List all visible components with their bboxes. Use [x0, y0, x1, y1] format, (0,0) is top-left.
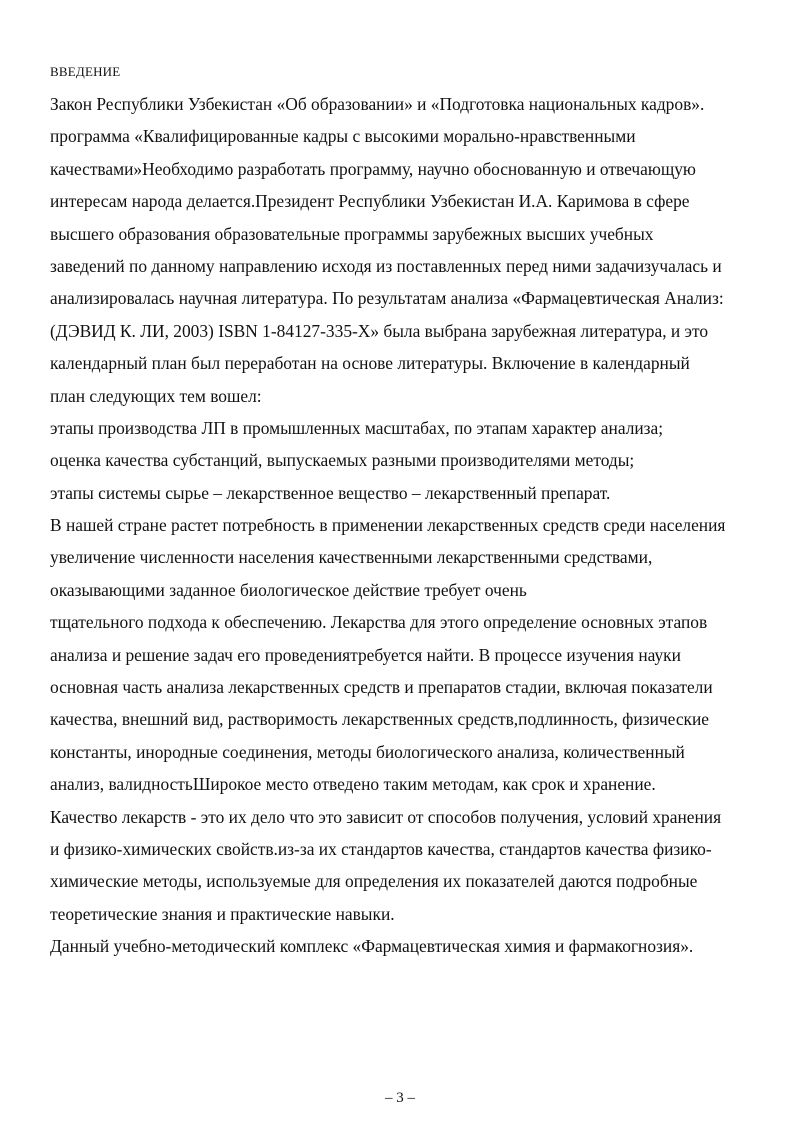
text-line: анализа и решение задач его проведениятребуется найти. В процессе изучения науки — [50, 644, 681, 665]
text-line: Закон Республики Узбекистан «Об образовании» и «Подготовка национальных кадров». — [50, 94, 705, 114]
text-line: качествами»Необходимо разработать программу, научно обоснованную и отвечающую — [50, 158, 696, 179]
text-line: Данный учебно-методический комплекс «Фармацевтическая химия и фармакогнозия». — [50, 936, 694, 957]
section-heading: ВВЕДЕНИЕ — [50, 64, 121, 79]
text-line: анализировалась научная литература. По результатам анализа «Фармацевтическая Анализ: — [50, 288, 724, 309]
text-line: качества, внешний вид, растворимость лекарственных средств,подлинность, физические — [50, 709, 710, 730]
text-line: теоретические знания и практические навыки. — [50, 903, 395, 924]
text-line: план следующих тем вошел: — [50, 385, 262, 406]
text-line: (ДЭВИД К. ЛИ, 2003) ISBN 1-84127-335-X» была выбрана зарубежная литература, и это — [50, 320, 709, 341]
text-line: заведений по данному направлению исходя из поставленных перед ними задачизучалась и — [50, 255, 722, 276]
text-line: Качество лекарств - это их дело что это зависит от способов получения, условий хранения — [50, 806, 722, 827]
text-line: увеличение численности населения качественными лекарственными средствами, — [50, 547, 653, 568]
body-text — [50, 88, 780, 963]
page-number: – 3 – — [385, 1090, 415, 1106]
text-line: основная часть анализа лекарственных средств и препаратов стадии, включая показатели — [50, 677, 713, 698]
text-line: этапы производства ЛП в промышленных масштабах, по этапам характер анализа; — [50, 417, 664, 438]
text-line: высшего образования образовательные программы зарубежных высших учебных — [50, 223, 654, 244]
text-line: календарный план был переработан на основе литературы. Включение в календарный — [50, 353, 690, 374]
text-line: константы, инородные соединения, методы биологического анализа, количественный — [50, 741, 685, 762]
text-line: интересам народа делается.Президент Республики Узбекистан И.А. Каримова в сфере — [50, 191, 690, 212]
text-line: оказывающими заданное биологическое действие требует очень — [50, 579, 527, 600]
text-line: этапы системы сырье – лекарственное вещество – лекарственный препарат. — [50, 482, 611, 503]
text-line: оценка качества субстанций, выпускаемых разными производителями методы; — [50, 450, 635, 471]
text-line: тщательного подхода к обеспечению. Лекарства для этого определение основных этапов — [50, 612, 708, 633]
text-line: анализ, валидностьШирокое место отведено таким методам, как срок и хранение. — [50, 774, 656, 795]
text-line: В нашей стране растет потребность в применении лекарственных средств среди населения — [50, 515, 726, 536]
text-line: химические методы, используемые для определения их показателей даются подробные — [50, 871, 698, 892]
text-line: программа «Квалифицированные кадры с высокими морально-нравственными — [50, 126, 636, 147]
text-line: и физико-химических свойств.из-за их стандартов качества, стандартов качества физико- — [50, 838, 712, 859]
